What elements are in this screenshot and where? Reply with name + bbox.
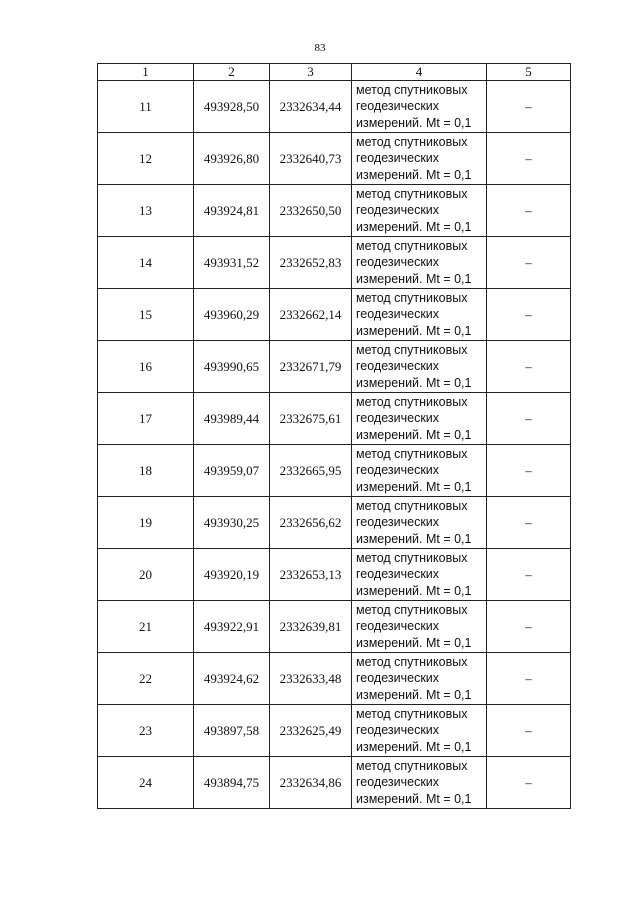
x-coordinate-cell: 493989,44	[194, 393, 270, 445]
header-cell-3: 3	[270, 64, 352, 81]
header-cell-5: 5	[487, 64, 571, 81]
method-cell: метод спутниковых геодезических измерений. Mt = 0,1	[352, 237, 487, 289]
header-row	[98, 64, 571, 81]
y-coordinate-cell: 2332639,81	[270, 601, 352, 653]
x-coordinate-cell: 493928,50	[194, 81, 270, 133]
column5-cell: –	[487, 289, 571, 341]
method-cell: метод спутниковых геодезических измерений. Mt = 0,1	[352, 341, 487, 393]
method-cell: метод спутниковых геодезических измерений. Mt = 0,1	[352, 549, 487, 601]
column5-cell: –	[487, 445, 571, 497]
method-cell: метод спутниковых геодезических измерений. Mt = 0,1	[352, 185, 487, 237]
column5-cell: –	[487, 601, 571, 653]
method-cell: метод спутниковых геодезических измерений. Mt = 0,1	[352, 653, 487, 705]
x-coordinate-cell: 493931,52	[194, 237, 270, 289]
x-coordinate-cell: 493926,80	[194, 133, 270, 185]
point-number-cell: 14	[98, 237, 194, 289]
table-row	[98, 341, 571, 393]
y-coordinate-cell: 2332675,61	[270, 393, 352, 445]
coordinates-table	[97, 63, 571, 809]
header-cell-4: 4	[352, 64, 487, 81]
column5-cell: –	[487, 549, 571, 601]
table-row	[98, 497, 571, 549]
point-number-cell: 22	[98, 653, 194, 705]
point-number-cell: 12	[98, 133, 194, 185]
y-coordinate-cell: 2332656,62	[270, 497, 352, 549]
method-cell: метод спутниковых геодезических измерений. Mt = 0,1	[352, 289, 487, 341]
table-row	[98, 237, 571, 289]
x-coordinate-cell: 493920,19	[194, 549, 270, 601]
page-number: 83	[314, 42, 326, 54]
x-coordinate-cell: 493959,07	[194, 445, 270, 497]
y-coordinate-cell: 2332652,83	[270, 237, 352, 289]
table-row	[98, 185, 571, 237]
column5-cell: –	[487, 757, 571, 809]
method-cell: метод спутниковых геодезических измерений. Mt = 0,1	[352, 393, 487, 445]
table-row	[98, 705, 571, 757]
table-row	[98, 757, 571, 809]
method-cell: метод спутниковых геодезических измерений. Mt = 0,1	[352, 601, 487, 653]
y-coordinate-cell: 2332665,95	[270, 445, 352, 497]
point-number-cell: 21	[98, 601, 194, 653]
method-cell: метод спутниковых геодезических измерений. Mt = 0,1	[352, 497, 487, 549]
point-number-cell: 23	[98, 705, 194, 757]
method-cell: метод спутниковых геодезических измерений. Mt = 0,1	[352, 445, 487, 497]
table-body	[98, 81, 571, 809]
point-number-cell: 19	[98, 497, 194, 549]
point-number-cell: 13	[98, 185, 194, 237]
table-row	[98, 653, 571, 705]
column5-cell: –	[487, 185, 571, 237]
table-row	[98, 393, 571, 445]
method-cell: метод спутниковых геодезических измерений. Mt = 0,1	[352, 133, 487, 185]
column5-cell: –	[487, 81, 571, 133]
y-coordinate-cell: 2332653,13	[270, 549, 352, 601]
point-number-cell: 11	[98, 81, 194, 133]
column5-cell: –	[487, 497, 571, 549]
method-cell: метод спутниковых геодезических измерений. Mt = 0,1	[352, 81, 487, 133]
x-coordinate-cell: 493990,65	[194, 341, 270, 393]
column5-cell: –	[487, 393, 571, 445]
x-coordinate-cell: 493894,75	[194, 757, 270, 809]
y-coordinate-cell: 2332650,50	[270, 185, 352, 237]
point-number-cell: 18	[98, 445, 194, 497]
column5-cell: –	[487, 133, 571, 185]
y-coordinate-cell: 2332671,79	[270, 341, 352, 393]
x-coordinate-cell: 493924,81	[194, 185, 270, 237]
y-coordinate-cell: 2332640,73	[270, 133, 352, 185]
table-row	[98, 601, 571, 653]
y-coordinate-cell: 2332633,48	[270, 653, 352, 705]
table-row	[98, 289, 571, 341]
x-coordinate-cell: 493897,58	[194, 705, 270, 757]
x-coordinate-cell: 493930,25	[194, 497, 270, 549]
point-number-cell: 17	[98, 393, 194, 445]
column5-cell: –	[487, 341, 571, 393]
x-coordinate-cell: 493960,29	[194, 289, 270, 341]
column5-cell: –	[487, 237, 571, 289]
method-cell: метод спутниковых геодезических измерений. Mt = 0,1	[352, 757, 487, 809]
point-number-cell: 16	[98, 341, 194, 393]
y-coordinate-cell: 2332634,44	[270, 81, 352, 133]
table-row	[98, 549, 571, 601]
table-row	[98, 133, 571, 185]
column5-cell: –	[487, 705, 571, 757]
y-coordinate-cell: 2332662,14	[270, 289, 352, 341]
point-number-cell: 20	[98, 549, 194, 601]
x-coordinate-cell: 493922,91	[194, 601, 270, 653]
y-coordinate-cell: 2332625,49	[270, 705, 352, 757]
column5-cell: –	[487, 653, 571, 705]
method-cell: метод спутниковых геодезических измерений. Mt = 0,1	[352, 705, 487, 757]
table-row	[98, 445, 571, 497]
header-cell-1: 1	[98, 64, 194, 81]
header-cell-2: 2	[194, 64, 270, 81]
point-number-cell: 24	[98, 757, 194, 809]
y-coordinate-cell: 2332634,86	[270, 757, 352, 809]
x-coordinate-cell: 493924,62	[194, 653, 270, 705]
point-number-cell: 15	[98, 289, 194, 341]
table-row	[98, 81, 571, 133]
